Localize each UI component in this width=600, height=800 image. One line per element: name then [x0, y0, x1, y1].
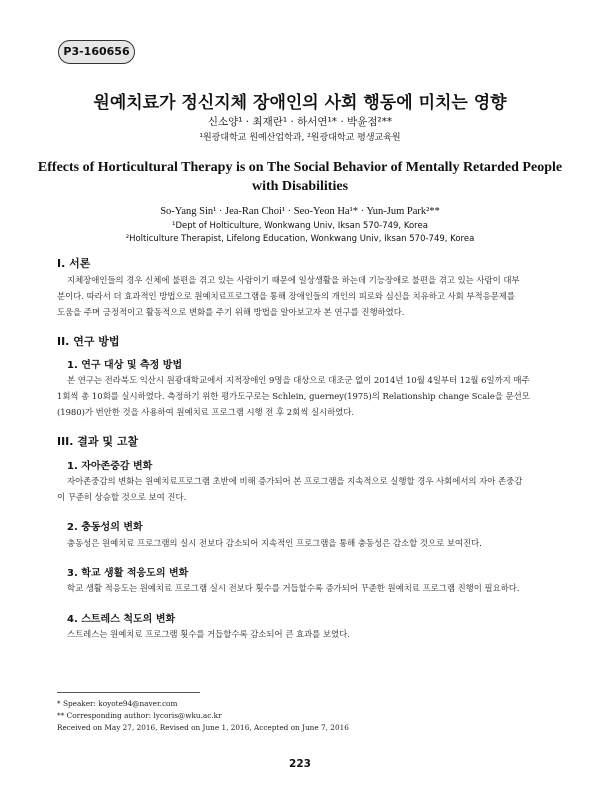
english-authors: So-Yang Sin¹ · Jea-Ran Choi¹ · Seo-Yeon Ha¹* · Yun-Jum Park²** — [160, 206, 440, 217]
paragraph-line: 지체장애인들의 경우 신체에 불편을 겪고 있는 사람이기 때문에 일상생활을 하는데 기능장애로 불편을 겪고 있는 사람이 대부 — [67, 275, 520, 285]
section-heading-intro: I. 서론 — [57, 257, 91, 270]
english-title — [0, 158, 600, 196]
english-title-line-2: with Disabilities — [251, 179, 349, 194]
intro-paragraph — [57, 272, 544, 320]
english-title-line-1: Effects of Horticultural Therapy is on The Social Behavior of Mentally Retarded People — [37, 160, 563, 175]
self-esteem-paragraph — [57, 473, 544, 505]
footnote-received-dates: Received on May 27, 2016, Revised on June 1, 2016, Accepted on June 7, 2016 — [57, 723, 349, 732]
paper-code-badge: P3-160656 — [58, 40, 135, 64]
paragraph-line: 학교 생활 적응도는 원예치료 프로그램 실시 전보다 횟수를 거듭할수록 증가되어 꾸준한 원예치료 프로그램 진행이 필요하다. — [67, 583, 520, 593]
paragraph-line: 충동성은 원예치료 프로그램의 실시 전보다 감소되어 지속적인 프로그램을 통해 충동성은 감소할 것으로 보여진다. — [67, 538, 482, 548]
korean-affiliations: ¹원광대학교 원예산업학과, ²원광대학교 평생교육원 — [199, 133, 401, 143]
subsection-heading-subjects: 1. 연구 대상 및 측정 방법 — [67, 360, 183, 371]
paragraph-line: 스트레스는 원예치료 프로그램 횟수를 거듭할수록 감소되어 큰 효과를 보였다. — [67, 629, 350, 639]
subsection-heading-self-esteem: 1. 자아존중감 변화 — [67, 461, 153, 472]
english-affiliations — [0, 220, 600, 246]
footnote-corresponding-author: ** Corresponding author: lycoris@wku.ac.kr — [57, 711, 222, 720]
subsection-heading-school-adaptation: 3. 학교 생활 적응도의 변화 — [67, 568, 189, 579]
english-affiliation-1: ¹Dept of Holticulture, Wonkwang Univ, Iksan 570-749, Korea — [172, 221, 428, 231]
footnote-divider — [57, 692, 200, 693]
section-heading-methods: II. 연구 방법 — [57, 335, 120, 348]
paragraph-line: 자아존중감의 변화는 원예치료프로그램 초반에 비해 증가되어 본 프로그램을 지속적으로 실행할 경우 사회에서의 자아 존중감 — [67, 476, 523, 486]
paragraph-line: 1회씩 총 10회를 실시하였다. 측정하기 위한 평가도구로는 Schlein, guerney(1975)의 Relationship change Scale을 문선모 — [57, 391, 530, 401]
page-number: 223 — [289, 758, 311, 770]
paragraph-line: (1980)가 번안한 것을 사용하여 원예치료 프로그램 시행 전 후 2회씩 실시하였다. — [57, 407, 355, 417]
korean-authors: 신소양¹ · 최재란¹ · 하서연¹* · 박윤점²** — [207, 116, 393, 128]
paragraph-line: 이 꾸준히 상승할 것으로 보여 진다. — [57, 492, 187, 502]
section-heading-results: III. 결과 및 고찰 — [57, 435, 139, 448]
impulsivity-paragraph — [57, 535, 544, 551]
subsection-heading-impulsivity: 2. 충동성의 변화 — [67, 522, 143, 533]
paragraph-line: 본 연구는 전라북도 익산시 원광대학교에서 지적장애인 9명을 대상으로 대조군 없이 2014년 10월 4일부터 12월 6일까지 매주 — [67, 375, 530, 385]
footnote-speaker: * Speaker: koyote94@naver.com — [57, 699, 178, 708]
korean-title: 원예치료가 정신지체 장애인의 사회 행동에 미치는 영향 — [93, 93, 507, 113]
paragraph-line: 분이다. 따라서 더 효과적인 방법으로 원예치료프로그램을 통해 장애인들의 개인의 피로와 심신을 치유하고 사회 부적응문제를 — [57, 291, 515, 301]
subsection-heading-stress: 4. 스트레스 척도의 변화 — [67, 614, 176, 625]
school-adaptation-paragraph — [57, 580, 544, 596]
methods-paragraph — [57, 372, 544, 420]
stress-paragraph — [57, 626, 544, 642]
english-affiliation-2: ²Holticulture Therapist, Lifelong Education, Wonkwang Univ, Iksan 570-749, Korea — [125, 234, 475, 244]
paragraph-line: 도움을 주며 긍정적이고 활동적으로 변화를 주기 위해 방법을 알아보고자 본 연구를 진행하였다. — [57, 307, 405, 317]
